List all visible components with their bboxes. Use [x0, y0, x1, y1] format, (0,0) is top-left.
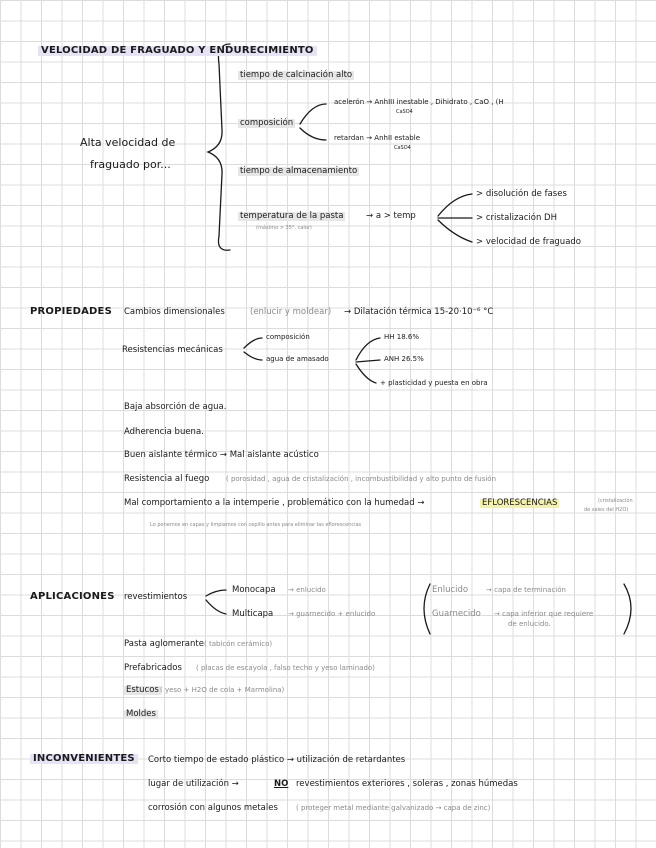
app-multicapa-note: → guarnecido + enlucido: [288, 610, 376, 618]
def-enlucido: Enlucido: [432, 585, 469, 595]
left-text-line2: fraguado por...: [90, 158, 171, 171]
inc-no: NO: [274, 779, 289, 789]
app-pasta: Pasta aglomerante: [124, 639, 204, 649]
inc-corrosion: corrosión con algunos metales: [148, 803, 278, 813]
agua-plasticidad: + plasticidad y puesta en obra: [380, 379, 488, 387]
inc-corrosion-note: ( proteger metal mediante galvanizado → capa de zinc): [296, 804, 491, 812]
def-guarnecido-note1: → capa inferior que requiere: [494, 610, 594, 618]
app-monocapa-note: → enlucido: [288, 586, 326, 594]
section-title-velocidad: VELOCIDAD DE FRAGUADO Y ENDURECIMIENTO: [38, 46, 317, 56]
resistencias-agua: agua de amasado: [266, 355, 329, 363]
section-title-propiedades: PROPIEDADES: [30, 306, 112, 317]
def-guarnecido-note2: de enlucido.: [508, 620, 551, 628]
branch-composicion: composición: [240, 118, 294, 128]
inc-lugar-detalle: revestimientos exteriores , soleras , zonas húmedas: [296, 779, 518, 789]
effect-disolucion: > disolución de fases: [476, 189, 567, 199]
prop-eflorescencias: EFLORESCENCIAS: [482, 498, 558, 508]
agua-hh: HH 18.6%: [384, 333, 419, 341]
agua-anh: ANH 26.5%: [384, 355, 424, 363]
prop-intemperie-note: Lo ponemos en capas y limpiamos con cepillo antes para eliminar las eflorescencias: [150, 522, 362, 528]
composicion-retardantes: retardan → AnhII estable: [334, 134, 421, 142]
composicion-retardantes-sub: CaSO4: [394, 145, 411, 151]
prop-fuego: Resistencia al fuego: [124, 474, 210, 484]
app-monocapa: Monocapa: [232, 585, 276, 595]
effect-cristalizacion: > cristalización DH: [476, 213, 557, 223]
temperatura-note: (máximo > 35°, calor): [256, 225, 312, 231]
prop-fuego-note: ( porosidad , agua de cristalización , incombustibilidad y alto punto de fusión: [226, 475, 497, 483]
section-title-aplicaciones: APLICACIONES: [30, 591, 115, 602]
branch-tiempo-almacenamiento: tiempo de almacenamiento: [240, 166, 358, 176]
app-moldes: Moldes: [126, 709, 156, 719]
prop-aislante: Buen aislante térmico → Mal aislante acústico: [124, 450, 319, 460]
app-pasta-note: ( tabicón cerámico): [204, 640, 273, 648]
branch-temperatura-pasta: temperatura de la pasta: [240, 211, 344, 221]
composicion-acelerantes: acelerón → AnhIII inestable , Dihidrato , CaO , (H: [334, 98, 504, 106]
branch-tiempo-calcinacion: tiempo de calcinación alto: [240, 70, 353, 80]
prop-eflorescencias-note2: de sales del H2O): [584, 507, 629, 513]
app-revestimientos: revestimientos: [124, 592, 188, 602]
left-text-line1: Alta velocidad de: [80, 136, 176, 149]
prop-cambios-note: (enlucir y moldear): [250, 307, 332, 317]
prop-cambios-dimensionales: Cambios dimensionales: [124, 307, 225, 317]
temperatura-arrow-text: → a > temp: [366, 211, 416, 221]
def-guarnecido: Guarnecido: [432, 609, 481, 619]
prop-dilatacion: → Dilatación térmica 15-20·10⁻⁶ °C: [344, 307, 494, 317]
resistencias-composicion: composición: [266, 333, 310, 341]
effect-velocidad: > velocidad de fraguado: [476, 237, 581, 247]
prop-eflorescencias-note1: (cristalización: [598, 498, 633, 504]
prop-intemperie: Mal comportamiento a la intemperie , problemático con la humedad →: [124, 498, 425, 508]
prop-resistencias: Resistencias mecánicas: [122, 345, 223, 355]
def-enlucido-note: → capa de terminación: [486, 586, 566, 594]
composicion-acelerantes-sub: CaSO4: [396, 109, 413, 115]
app-multicapa: Multicapa: [232, 609, 274, 619]
prop-adherencia: Adherencia buena.: [124, 427, 204, 437]
section-title-inconvenientes: INCONVENIENTES: [30, 754, 138, 764]
app-prefabricados: Prefabricados: [124, 663, 182, 673]
app-estucos-note: ( yeso + H2O de cola + Marmolina): [160, 686, 285, 694]
inc-lugar: lugar de utilización →: [148, 779, 239, 789]
app-prefabricados-note: ( placas de escayola , falso techo y yeso laminado): [196, 664, 375, 672]
inc-tiempo-plastico: Corto tiempo de estado plástico → utilización de retardantes: [148, 755, 406, 765]
app-estucos: Estucos: [126, 685, 159, 695]
prop-absorcion: Baja absorción de agua.: [124, 402, 227, 412]
